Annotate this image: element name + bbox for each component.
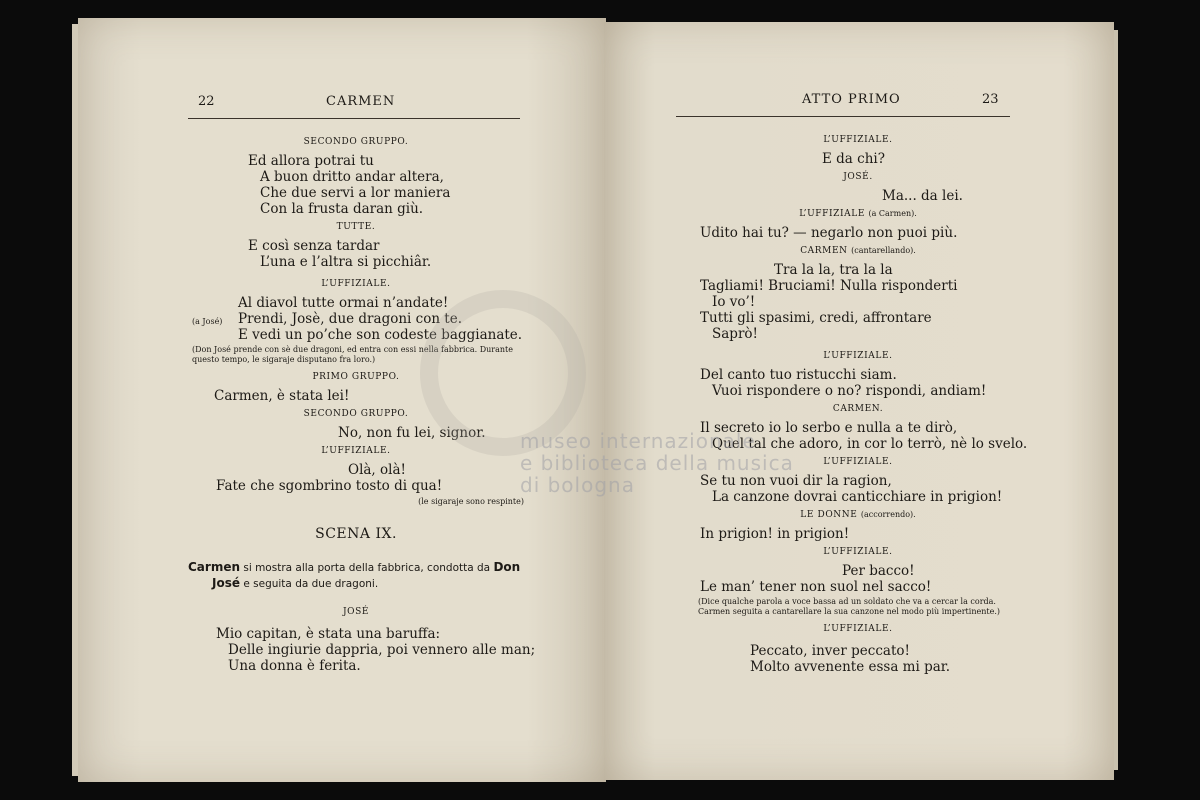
right-page-text [698,130,1028,675]
speaker-label: SECONDO GRUPPO. [303,409,409,419]
left-page-number: 22 [198,94,215,109]
right-header-rule [676,116,1010,117]
verse-line: Se tu non vuoi dir la ragion, [700,473,892,489]
verse-line: Del canto tuo ristucchi siam. [700,367,897,383]
verse-line: Vuoi rispondere o no? rispondi, andiam! [712,383,987,399]
verse-line: In prigion! in prigion! [700,526,850,542]
verse-line: Le man’ tener non suol nel sacco! [700,579,932,595]
speaker-label [698,507,1018,523]
stage-direction: (le sigaraje sono respinte) [418,497,524,506]
speaker-label: L’UFFIZIALE. [321,446,391,456]
verse-text: Prendi, Josè, due dragoni con te. [238,311,463,327]
stage-direction: (Dice qualche parola a voce bassa ad un soldato che va a cercar la corda. Carmen seguita a cantarellare la sua canzone nel modo più impertinente.) [698,597,1000,616]
speaker-label: SECONDO GRUPPO. [303,137,409,147]
speaker-label: L’UFFIZIALE. [823,547,893,557]
speaker-note: (a Carmen). [868,209,917,218]
verse-line: No, non fu lei, signor. [338,425,486,441]
stage-aside: (a José) [192,317,223,326]
verse-line: Carmen, è stata lei! [214,388,350,404]
character-name: Don [493,560,521,574]
scene-heading: SCENA IX. [315,526,397,542]
verse-line: L’una e l’altra si picchiâr. [260,254,432,270]
speaker-label: L’UFFIZIALE. [823,351,893,361]
speaker-name: LE DONNE [800,510,858,520]
direction-text: si mostra alla porta della fabbrica, condotta da [240,562,494,574]
verse-block [698,563,1018,595]
verse-line: Che due servi a lor maniera [260,185,451,201]
speaker-label: L’UFFIZIALE. [321,279,391,289]
verse-line: Saprò! [712,326,758,342]
stage-direction: (Don José prende con sè due dragoni, ed entra con essi nella fabbrica. Durante questo tempo, le sigaraje disputano fra loro.) [192,345,514,364]
verse-block [698,225,1018,241]
verse-line: E da chi? [822,151,885,167]
verse-line: A buon dritto andar altera, [260,169,444,185]
speaker-label: PRIMO GRUPPO. [312,372,400,382]
verse-line: Molto avvenente essa mi par. [750,659,951,675]
verse-line: Fate che sgombrino tosto di qua! [216,478,443,494]
speaker-label: L’UFFIZIALE. [823,457,893,467]
verse-line: Delle ingiurie dappria, poi vennero alle man; [228,642,536,658]
verse-line: Al diavol tutte ormai n’andate! [238,295,449,311]
verse-block [698,262,1018,342]
verse-line: Tutti gli spasimi, credi, affrontare [700,310,932,326]
left-running-head: CARMEN [326,94,396,109]
watermark-line: di bologna [520,473,635,497]
speaker-label: CARMEN. [832,404,884,414]
verse-block [188,462,524,494]
verse-block [698,643,1018,675]
speaker-label: JOSÉ. [843,172,873,182]
speaker-label: JOSÉ [342,607,370,617]
verse-block [698,367,1018,399]
speaker-name: L’UFFIZIALE [799,209,865,219]
verse-line: Io vo’! [712,294,756,310]
speaker-note: (cantarellando). [851,246,916,255]
verse-line: Olà, olà! [348,462,406,478]
verse-line: Per bacco! [842,563,915,579]
right-page [604,22,1114,780]
verse-block [698,526,1018,542]
speaker-label: L’UFFIZIALE. [823,135,893,145]
direction-text: e seguita da due dragoni. [240,578,379,590]
character-name: José [212,576,240,590]
verse-block [188,626,536,674]
speaker-name: CARMEN [800,246,848,256]
speaker-label: L’UFFIZIALE. [823,624,893,634]
verse-line: Ed allora potrai tu [248,153,374,169]
verse-line: Mio capitan, è stata una baruffa: [216,626,441,642]
verse-line: E vedi un po’che son codeste baggianate. [238,327,523,343]
speaker-note: (accorrendo). [860,510,916,519]
left-header-rule [188,118,520,119]
verse-line: Quel tal che adoro, in cor lo terrò, nè lo svelo. [712,436,1028,452]
watermark-line: e biblioteca della musica [520,451,794,475]
verse-line: Ma... da lei. [882,188,963,204]
verse-line: Una donna è ferita. [228,658,361,674]
scene-direction [188,560,524,592]
verse-block [188,238,524,270]
verse-line: La canzone dovrai canticchiare in prigion! [712,489,1003,505]
speaker-label [698,243,1018,259]
speaker-label [698,206,1018,222]
verse-block [698,188,1018,204]
right-page-number: 23 [982,92,999,107]
watermark-line: museo internazionale [520,429,756,453]
speaker-label: TUTTE. [336,222,376,232]
verse-block [698,151,1018,167]
verse-line: Tra la la, tra la la [774,262,893,278]
verse-line: Il secreto io lo serbo e nulla a te dirò, [700,420,958,436]
verse-line: E così senza tardar [248,238,380,254]
verse-line: Con la frusta daran giù. [260,201,424,217]
character-name: Carmen [188,560,241,574]
verse-line: Peccato, inver peccato! [750,643,910,659]
verse-block [188,153,524,217]
watermark-text [520,430,794,496]
right-running-head: ATTO PRIMO [802,92,901,107]
verse-line: Udito hai tu? — negarlo non puoi più. [700,225,958,241]
verse-line: Tagliami! Bruciami! Nulla risponderti [700,278,958,294]
